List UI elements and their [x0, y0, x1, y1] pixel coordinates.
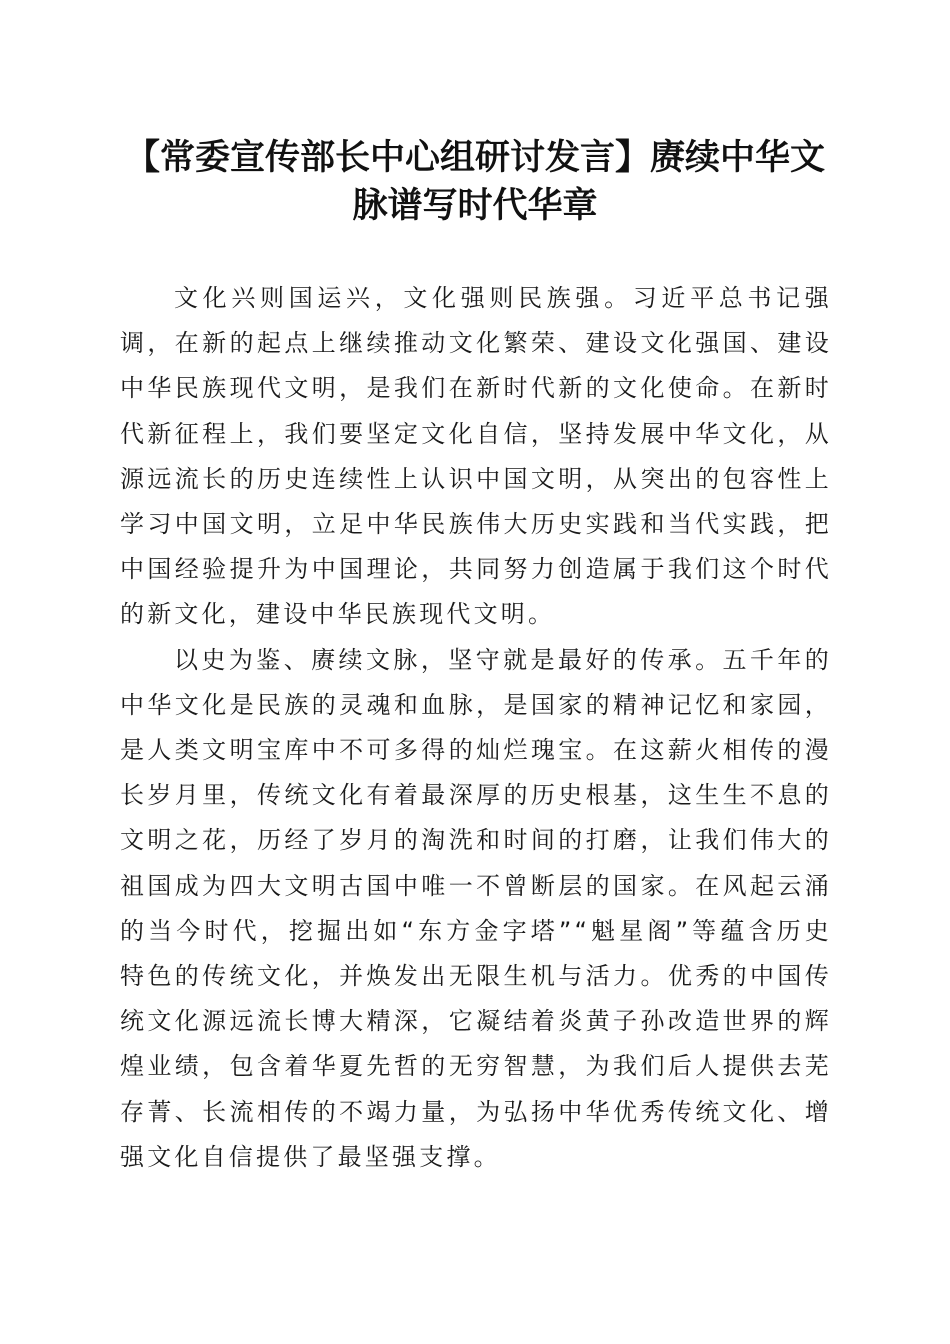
document-body: [120, 276, 832, 1180]
paragraph: 文化兴则国运兴，文化强则民族强。习近平总书记强调，在新的起点上继续推动文化繁荣、建设文化强国、建设中华民族现代文明，是我们在新时代新的文化使命。在新时代新征程上，我们要坚定文化自信，坚持发展中华文化，从源远流长的历史连续性上认识中国文明，从突出的包容性上学习中国文明，立足中华民族伟大历史实践和当代实践，把中国经验提升为中国理论，共同努力创造属于我们这个时代的新文化，建设中华民族现代文明。: [120, 284, 832, 629]
document-title: 【常委宣传部长中心组研讨发言】赓续中华文脉谱写时代华章: [124, 137, 825, 226]
paragraph: 以史为鉴、赓续文脉，坚守就是最好的传承。五千年的中华文化是民族的灵魂和血脉，是国家的精神记忆和家园，是人类文明宝库中不可多得的灿烂瑰宝。在这薪火相传的漫长岁月里，传统文化有着最深厚的历史根基，这生生不息的文明之花，历经了岁月的淘洗和时间的打磨，让我们伟大的祖国成为四大文明古国中唯一不曾断层的国家。在风起云涌的当今时代，挖掘出如“东方金字塔”“魁星阁”等蕴含历史特色的传统文化，并焕发出无限生机与活力。优秀的中国传统文化源远流长博大精深，它凝结着炎黄子孙改造世界的辉煌业绩，包含着华夏先哲的无穷智慧，为我们后人提供去芜存菁、长流相传的不竭力量，为弘扬中华优秀传统文化、增强文化自信提供了最坚强支撑。: [120, 645, 832, 1171]
